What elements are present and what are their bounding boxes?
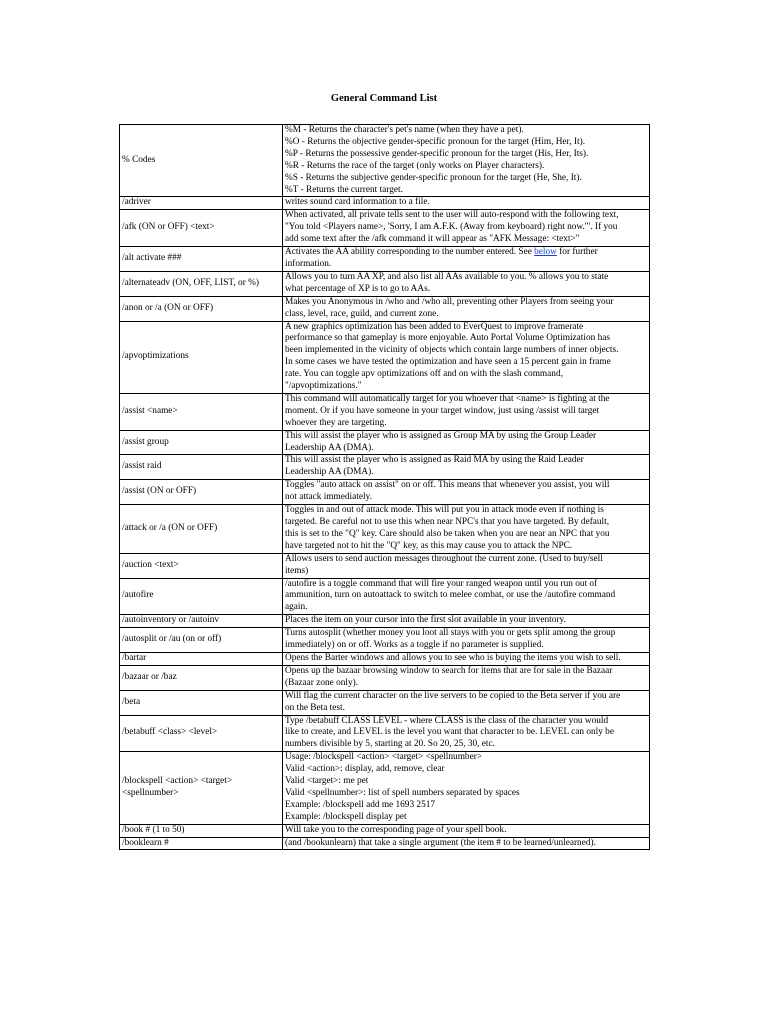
description-line: When activated, all private tells sent to the user will auto-respond with the following text, [285, 210, 619, 221]
description-line: this is set to the "Q" key. Care should also be taken when you are near an NPC that you [285, 528, 610, 539]
description-line: moment. Or if you have someone in your target window, just using /assist will target [285, 405, 600, 416]
description-line: ammunition, turn on autoattack to switch to melee combat, or use the /autofire command [285, 590, 616, 601]
description-line: %M - Returns the character's pet's name (when they have a pet). [285, 125, 524, 135]
table-row [120, 210, 650, 247]
description-line: Will take you to the corresponding page of your spell book. [285, 824, 507, 835]
command-name: /autofire [120, 578, 283, 615]
table-row [120, 455, 650, 480]
table-row [120, 652, 650, 665]
command-name: /assist raid [120, 455, 283, 480]
command-description [283, 430, 650, 455]
table-row [120, 615, 650, 628]
command-name: /apvoptimizations [120, 321, 283, 393]
description-line: This will assist the player who is assigned as Group MA by using the Group Leader [285, 430, 597, 441]
command-name: % Codes [120, 125, 283, 197]
command-name: /assist group [120, 430, 283, 455]
table-row [120, 125, 650, 197]
description-line: Opens up the bazaar browsing window to search for items that are for sale in the Bazaar [285, 665, 613, 676]
command-name: /booklearn # [120, 837, 283, 850]
description-line: rate. You can toggle apv optimizations off and on with the slash command, [285, 369, 563, 380]
command-description [283, 393, 650, 430]
description-line: information. [285, 258, 332, 269]
description-line: Allows you to turn AA XP, and also list all AAs available to you. % allows you to state [285, 271, 609, 282]
description-line: %T - Returns the current target. [285, 184, 403, 195]
description-line: like to create, and LEVEL is the level you want that character to be. LEVEL can only be [285, 727, 614, 738]
table-row [120, 393, 650, 430]
table-row [120, 824, 650, 837]
description-line: writes sound card information to a file. [285, 197, 430, 208]
command-name: /adriver [120, 197, 283, 210]
description-line: have targeted not to hit the "Q" key, as this may cause you to attack the NPC. [285, 540, 573, 551]
table-row [120, 321, 650, 393]
command-name: /auction <text> [120, 553, 283, 578]
page-title: General Command List [330, 93, 438, 104]
table-row [120, 271, 650, 296]
table-row [120, 197, 650, 210]
description-line: Type /betabuff CLASS LEVEL - where CLASS is the class of the character you would [285, 715, 609, 726]
table-row [120, 247, 650, 272]
command-name: /afk (ON or OFF) <text> [120, 210, 283, 247]
description-line: what percentage of XP is to go to AAs. [285, 283, 431, 294]
description-line: %P - Returns the possessive gender-specific pronoun for the target (His, Her, Its). [285, 148, 589, 159]
table-row [120, 628, 650, 653]
command-name: /alt activate ### [120, 247, 283, 272]
table-row [120, 690, 650, 715]
command-description [283, 247, 650, 272]
description-line: Opens the Barter windows and allows you to see who is buying the items you wish to sell. [285, 652, 621, 663]
command-description [283, 578, 650, 615]
description-line: %S - Returns the subjective gender-specific pronoun for the target (He, She, It). [285, 172, 582, 183]
description-line: Valid <action>: display, add, remove, clear [285, 764, 445, 775]
description-line: Leadership AA (DMA). [285, 467, 374, 478]
command-description [283, 505, 650, 554]
table-row [120, 715, 650, 752]
description-text: Activates the AA ability corresponding to the number entered. See [285, 247, 535, 258]
command-description [283, 553, 650, 578]
description-line: Makes you Anonymous in /who and /who all, preventing other Players from seeing your [285, 296, 614, 307]
table-row [120, 296, 650, 321]
description-line: Allows users to send auction messages throughout the current zone. (Used to buy/sell [285, 553, 603, 564]
command-description [283, 824, 650, 837]
command-description [283, 715, 650, 752]
description-line: (Bazaar zone only). [285, 677, 359, 688]
command-description [283, 752, 650, 824]
command-description [283, 480, 650, 505]
description-line: whoever they are targeting. [285, 417, 387, 428]
command-description [283, 296, 650, 321]
command-name: /autoinventory or /autoinv [120, 615, 283, 628]
description-line: items) [285, 565, 309, 576]
description-line: Valid <target>: me pet [285, 776, 369, 787]
command-name: /blockspell <action> <target> <spellnumber> [120, 752, 283, 824]
command-name: /betabuff <class> <level> [120, 715, 283, 752]
description-line: Leadership AA (DMA). [285, 442, 374, 453]
description-line: Toggles in and out of attack mode. This will put you in attack mode even if nothing is [285, 505, 604, 516]
description-line: "/apvoptimizations." [285, 381, 362, 392]
description-line: performance so that gameplay is more enjoyable. Auto Portal Volume Optimization has [285, 333, 610, 344]
description-line: Turns autosplit (whether money you loot all stays with you or gets split among the group [285, 628, 616, 639]
table-row [120, 505, 650, 554]
command-name: /anon or /a (ON or OFF) [120, 296, 283, 321]
command-description [283, 455, 650, 480]
table-row [120, 578, 650, 615]
description-line: %R - Returns the race of the target (only works on Player characters). [285, 160, 545, 171]
command-name: /assist <name> [120, 393, 283, 430]
table-row [120, 553, 650, 578]
command-description [283, 197, 650, 210]
description-line: Example: /blockspell add me 1693 2517 [285, 799, 436, 810]
description-line: This will assist the player who is assigned as Raid MA by using the Raid Leader [285, 455, 584, 466]
description-line: Valid <spellnumber>: list of spell numbers separated by spaces [285, 787, 520, 798]
below-link[interactable]: below [534, 247, 557, 258]
description-line: Places the item on your cursor into the first slot available in your inventory. [285, 615, 566, 626]
command-description [283, 665, 650, 690]
description-line: numbers divisible by 5, starting at 20. So 20, 25, 30, etc. [285, 739, 495, 750]
command-name: /book # (1 to 50) [120, 824, 283, 837]
description-line: In some cases we have tested the optimization and have seen a 15 percent gain in frame [285, 357, 611, 368]
table-row [120, 752, 650, 824]
command-name: /bartar [120, 652, 283, 665]
table-row [120, 665, 650, 690]
command-name: /bazaar or /baz [120, 665, 283, 690]
table-row [120, 430, 650, 455]
description-line: been implemented in the vicinity of objects which contain large numbers of inner objects. [285, 345, 619, 356]
description-line: not attack immediately. [285, 492, 372, 503]
description-line [285, 247, 647, 259]
description-line: Will flag the current character on the live servers to be copied to the Beta server if you are [285, 690, 621, 701]
description-line: targeted. Be careful not to use this when near NPC's that you have targeted. By default, [285, 517, 610, 527]
description-line: Toggles "auto attack on assist" on or off. This means that whenever you assist, you will [285, 480, 610, 491]
description-line: %O - Returns the objective gender-specific pronoun for the target (Him, Her, It). [285, 136, 586, 147]
table-row [120, 480, 650, 505]
command-table [119, 124, 650, 850]
command-name: /autosplit or /au (on or off) [120, 628, 283, 653]
command-description [283, 271, 650, 296]
command-description [283, 321, 650, 393]
description-line: (and /bookunlearn) that take a single argument (the item # to be learned/unlearned). [285, 837, 596, 848]
description-text: for further [556, 247, 598, 258]
description-line: Example: /blockspell display pet [285, 811, 407, 822]
command-description [283, 125, 650, 197]
command-name: /beta [120, 690, 283, 715]
description-line: This command will automatically target for you whoever that <name> is fighting at the [285, 393, 610, 404]
command-description [283, 615, 650, 628]
description-line: again. [285, 602, 308, 613]
description-line: A new graphics optimization has been added to EverQuest to improve framerate [285, 321, 584, 332]
command-description [283, 837, 650, 850]
description-line: immediately) on or off. Works as a toggle if no parameter is supplied. [285, 640, 544, 651]
table-row [120, 837, 650, 850]
description-line: Usage: /blockspell <action> <target> <spellnumber> [285, 752, 483, 763]
description-line: add some text after the /afk command it will appear as "AFK Message: <text>" [285, 234, 580, 245]
description-line: class, level, race, guild, and current zone. [285, 308, 439, 319]
description-line: on the Beta test. [285, 702, 345, 713]
description-line: "You told <Players name>, 'Sorry, I am A.F.K. (Away from keyboard) right now.'". If you [285, 222, 618, 233]
command-description [283, 652, 650, 665]
description-line: /autofire is a toggle command that will fire your ranged weapon until you run out of [285, 578, 598, 589]
command-name: /attack or /a (ON or OFF) [120, 505, 283, 554]
command-description [283, 690, 650, 715]
command-name: /alternateadv (ON, OFF, LIST, or %) [120, 271, 283, 296]
command-name: /assist (ON or OFF) [120, 480, 283, 505]
command-description [283, 628, 650, 653]
command-description [283, 210, 650, 247]
